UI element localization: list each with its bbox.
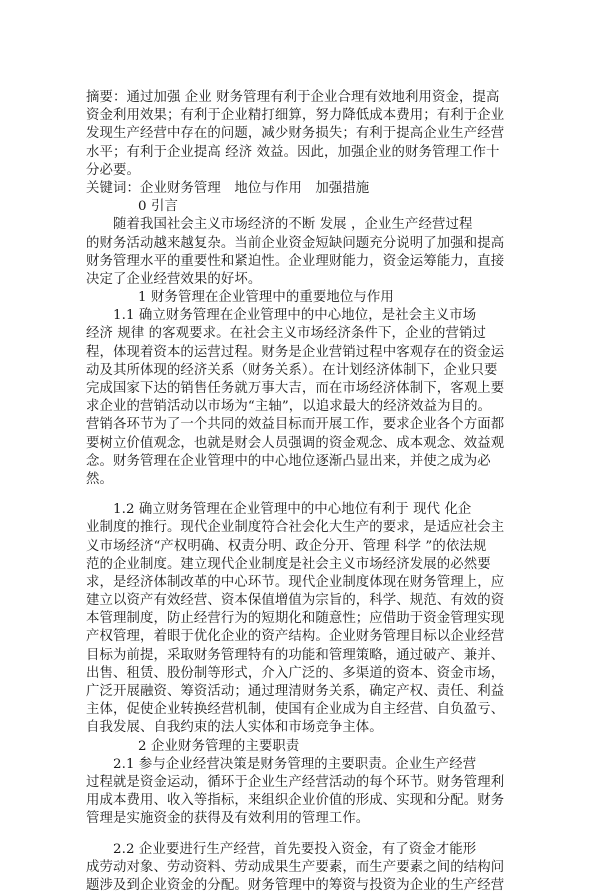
section-1-2-line: 广泛开展融资、筹资活动；通过理清财务关系，确定产权、责任、利益 bbox=[86, 683, 514, 701]
section-1-1-line: 程，体现着资本的运营过程。财务是企业营销过程中客观存在的资金运 bbox=[86, 344, 514, 362]
paragraph-gap bbox=[86, 829, 514, 841]
section-1-2-line: 业制度的推行。现代企业制度符合社会化大生产的要求，是适应社会主 bbox=[86, 519, 514, 537]
section-1-2-line: 建立以资产有效经营、资本保值增值为宗旨的，科学、规范、有效的资 bbox=[86, 592, 514, 610]
section-1-1-line: 完成国家下达的销售任务就万事大吉，而在市场经济体制下，客观上要 bbox=[86, 380, 514, 398]
abstract-line: 摘要：通过加强 企业 财务管理有利于企业合理有效地利用资金，提高 bbox=[86, 89, 514, 107]
section-1-2-line: 主体，促使企业转换经营机制，使国有企业成为自主经营、自负盈亏、 bbox=[86, 701, 514, 719]
section-2-2-line: 2.2 企业要进行生产经营，首先要投入资金，有了资金才能形 bbox=[86, 841, 514, 859]
section-1-2-line: 目标为前提，采取财务管理特有的功能和管理策略，通过破产、兼并、 bbox=[86, 647, 514, 665]
section-1-2-paragraph bbox=[86, 501, 514, 737]
intro-line: 决定了企业经营效果的好坏。 bbox=[86, 271, 514, 289]
abstract-paragraph bbox=[86, 89, 514, 180]
intro-paragraph bbox=[86, 216, 514, 289]
section-1-2-line: 求，是经济体制改革的中心环节。现代企业制度体现在财务管理上，应 bbox=[86, 574, 514, 592]
section-1-2-line: 1.2 确立财务管理在企业管理中的中心地位有利于 现代 化企 bbox=[86, 501, 514, 519]
intro-line: 的财务活动越来越复杂。当前企业资金短缺问题充分说明了加强和提高 bbox=[86, 235, 514, 253]
abstract-line: 发现生产经营中存在的问题，减少财务损失；有利于提高企业生产经营 bbox=[86, 125, 514, 143]
section-2-1-line: 用成本费用、收入等指标，来组织企业价值的形成、实现和分配。财务 bbox=[86, 792, 514, 810]
section-1-1-line: 经济 规律 的客观要求。在社会主义市场经济条件下，企业的营销过 bbox=[86, 325, 514, 343]
intro-line: 财务管理水平的重要性和紧迫性。企业理财能力，资金运筹能力，直接 bbox=[86, 253, 514, 271]
section-1-2-line: 本管理制度，防止经营行为的短期化和随意性；应借助于资金管理实现 bbox=[86, 610, 514, 628]
paragraph-gap bbox=[86, 489, 514, 501]
section-1-1-line: 1.1 确立财务管理在企业管理中的中心地位，是社会主义市场 bbox=[86, 307, 514, 325]
abstract-line: 资金利用效果；有利于企业精打细算，努力降低成本费用；有利于企业 bbox=[86, 107, 514, 125]
article-body bbox=[86, 89, 514, 895]
section-1-2-line: 出售、租赁、股份制等形式，介入广泛的、多渠道的资本、资金市场， bbox=[86, 665, 514, 683]
intro-line: 随着我国社会主义市场经济的不断 发展 ，企业生产经营过程 bbox=[86, 216, 514, 234]
section-2-2-line: 成劳动对象、劳动资料、劳动成果生产要素，而生产要素之间的结构问 bbox=[86, 859, 514, 877]
abstract-line: 水平；有利于企业提高 经济 效益。因此，加强企业的财务管理工作十 bbox=[86, 144, 514, 162]
section-1-2-line: 自我发展、自我约束的法人实体和市场竞争主体。 bbox=[86, 719, 514, 737]
section-1-1-line: 营销各环节为了一个共同的效益目标而开展工作，要求企业各个方面都 bbox=[86, 416, 514, 434]
section-1-2-line: 范的企业制度。建立现代企业制度是社会主义市场经济发展的必然要 bbox=[86, 556, 514, 574]
section-2-1-paragraph bbox=[86, 756, 514, 829]
section2-heading: 2 企业财务管理的主要职责 bbox=[86, 738, 514, 756]
section-2-2-line: 题涉及到企业资金的分配。财务管理中的筹资与投资为企业的生产经营 bbox=[86, 877, 514, 895]
section-1-1-paragraph bbox=[86, 307, 514, 489]
section-1-2-line: 义市场经济“产权明确、权责分明、政企分开、管理 科学 ”的依法规 bbox=[86, 538, 514, 556]
intro-heading: 0 引言 bbox=[86, 198, 514, 216]
section1-heading: 1 财务管理在企业管理中的重要地位与作用 bbox=[86, 289, 514, 307]
section-2-2-paragraph bbox=[86, 841, 514, 895]
section-1-1-line: 要树立价值观念，也就是财会人员强调的资金观念、成本观念、效益观 bbox=[86, 435, 514, 453]
section-2-1-line: 2.1 参与企业经营决策是财务管理的主要职责。企业生产经营 bbox=[86, 756, 514, 774]
section-1-1-line: 动及其所体现的经济关系（财务关系）。在计划经济体制下，企业只要 bbox=[86, 362, 514, 380]
section-1-1-line: 求企业的营销活动以市场为“主轴”，以追求最大的经济效益为目的。 bbox=[86, 398, 514, 416]
keywords-line: 关键词：企业财务管理 地位与作用 加强措施 bbox=[86, 180, 514, 198]
section-2-1-line: 过程就是资金运动，循环于企业生产经营活动的每个环节。财务管理利 bbox=[86, 774, 514, 792]
section-1-1-line: 念。财务管理在企业管理中的中心地位逐渐凸显出来，并使之成为必 bbox=[86, 453, 514, 471]
section-2-1-line: 管理是实施资金的获得及有效利用的管理工作。 bbox=[86, 810, 514, 828]
abstract-line: 分必要。 bbox=[86, 162, 514, 180]
section-1-2-line: 产权管理，着眼于优化企业的资产结构。企业财务管理目标以企业经营 bbox=[86, 628, 514, 646]
section-1-1-line: 然。 bbox=[86, 471, 514, 489]
